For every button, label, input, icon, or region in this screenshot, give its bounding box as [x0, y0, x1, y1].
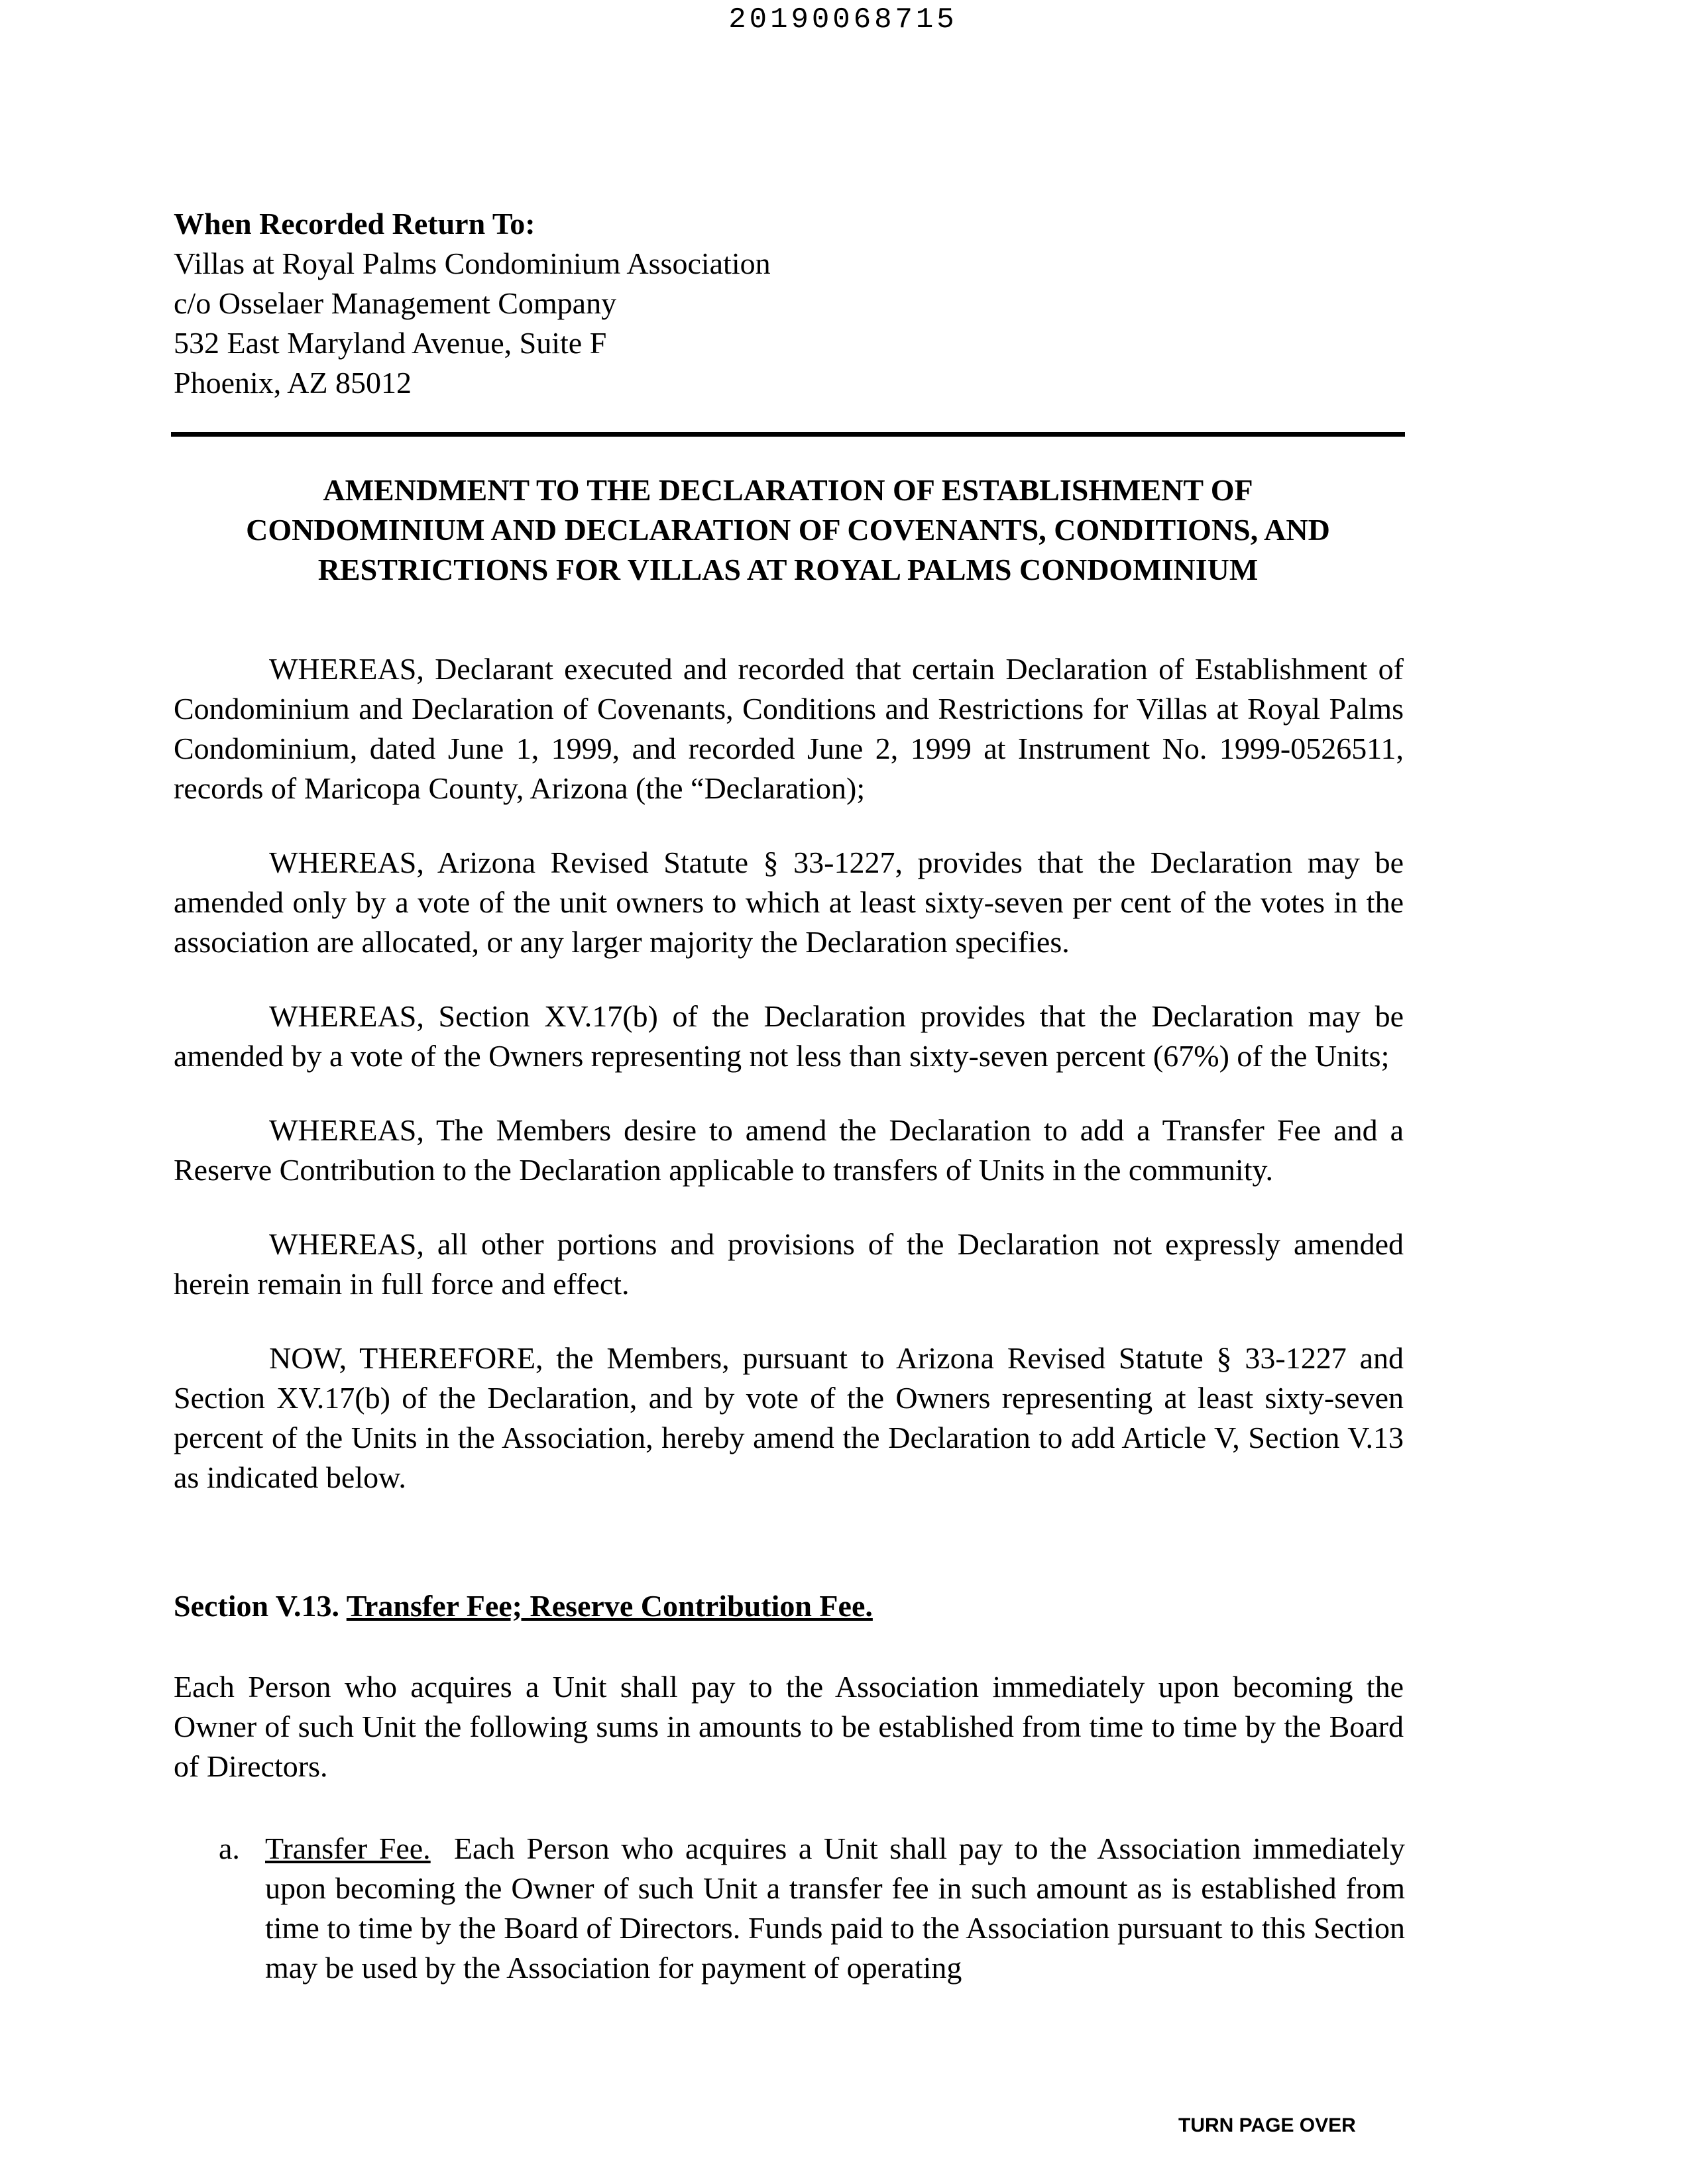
recital-paragraph: WHEREAS, Section XV.17(b) of the Declaration provides that the Declaration may be amended by a vote of the Owners representing not less than sixty-seven percent (67%) of the Units; — [174, 999, 1404, 1073]
list-item-text — [265, 1829, 1405, 1988]
return-to-line: Phoenix, AZ 85012 — [174, 366, 412, 400]
title-line: AMENDMENT TO THE DECLARATION OF ESTABLISHMENT OF — [323, 473, 1253, 507]
title-line: CONDOMINIUM AND DECLARATION OF COVENANTS, CONDITIONS, AND — [246, 513, 1330, 547]
title-line: RESTRICTIONS FOR VILLAS AT ROYAL PALMS CONDOMINIUM — [317, 553, 1259, 586]
turn-page-over-note: TURN PAGE OVER — [1178, 2114, 1356, 2136]
return-to-line: c/o Osselaer Management Company — [174, 286, 617, 320]
return-to-heading: When Recorded Return To: — [174, 207, 535, 241]
list-item — [219, 1829, 1405, 1988]
recital-paragraph: WHEREAS, Declarant executed and recorded that certain Declaration of Establishment of Condominium and Declaration of Covenants, Conditions and Restrictions for Villas at Royal Palms Condominium, dated June 1, 1999, and recorded June 2, 1999 at Instrument No. 1999-0526511, records of Maricopa County, Arizona (the “Declaration); — [174, 652, 1404, 805]
resolution-paragraph: NOW, THEREFORE, the Members, pursuant to Arizona Revised Statute § 33-1227 and Section XV.17(b) of the Declaration, and by vote of the Owners representing at least sixty-seven percent of the Units in the Association, hereby amend the Declaration to add Article V, Section V.13 as indicated below. — [174, 1341, 1404, 1494]
item-heading: Transfer Fee. — [265, 1831, 431, 1865]
recitals — [174, 649, 1404, 1532]
recital-paragraph: WHEREAS, Arizona Revised Statute § 33-1227, provides that the Declaration may be amended only by a vote of the unit owners to which at least sixty-seven per cent of the votes in the association are allocated, or any larger majority the Declaration specifies. — [174, 846, 1404, 959]
document-title — [171, 470, 1405, 590]
section-intro: Each Person who acquires a Unit shall pay to the Association immediately upon becoming the Owner of such Unit the following sums in amounts to be established from time to time by the Board of Directors. — [174, 1670, 1404, 1783]
recital-paragraph: WHEREAS, all other portions and provisions of the Declaration not expressly amended herein remain in full force and effect. — [174, 1227, 1404, 1301]
section-number: Section V.13. — [174, 1589, 340, 1623]
horizontal-rule — [171, 432, 1405, 437]
recital-paragraph: WHEREAS, The Members desire to amend the Declaration to add a Transfer Fee and a Reserve Contribution to the Declaration applicable to transfers of Units in the community. — [174, 1113, 1404, 1187]
section-title: Transfer Fee; Reserve Contribution Fee. — [346, 1589, 873, 1623]
item-body: Each Person who acquires a Unit shall pay to the Association immediately upon becoming the Owner of such Unit a transfer fee in such amount as is established from time to time by the Board of Directors. Funds paid to the Association pursuant to this Section may be used by the Association for payment of operating — [265, 1831, 1406, 1985]
list-marker: a. — [219, 1831, 240, 1865]
return-address-block — [174, 204, 1101, 403]
return-to-line: Villas at Royal Palms Condominium Association — [174, 246, 771, 280]
return-to-line: 532 East Maryland Avenue, Suite F — [174, 326, 607, 360]
recording-number: 20190068715 — [728, 3, 958, 36]
section-heading — [174, 1586, 873, 1626]
